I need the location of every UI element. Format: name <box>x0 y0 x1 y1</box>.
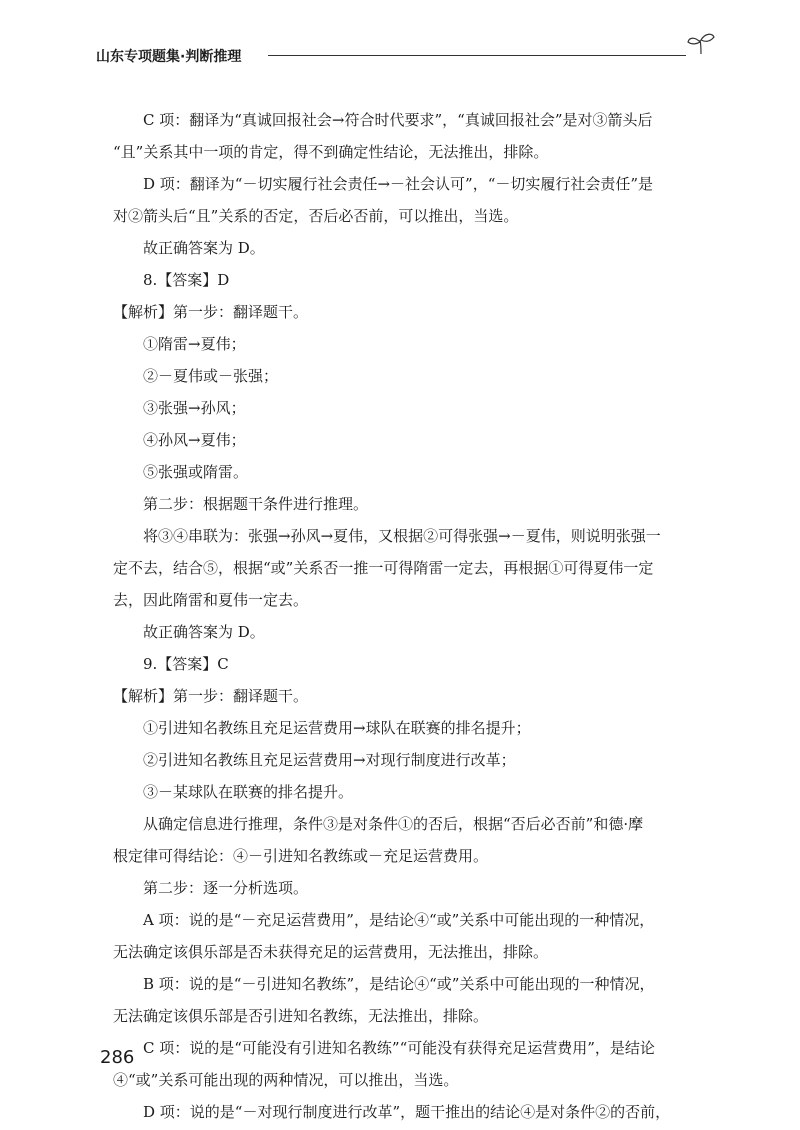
text-line: ①引进知名教练且充足运营费用→球队在联赛的排名提升； <box>143 719 531 737</box>
text-line: B 项：说的是“－引进知名教练”，是结论④“或”关系中可能出现的一种情况， <box>143 975 655 993</box>
text-line: 从确定信息进行推理，条件③是对条件①的否后，根据“否后必否前”和德·摩 <box>143 815 644 833</box>
text-line: ③张强→孙风； <box>143 399 246 417</box>
analysis-heading: 【解析】第一步：翻译题干。 <box>113 687 309 705</box>
running-header <box>96 40 726 80</box>
text-line: 第二步：根据题干条件进行推理。 <box>143 495 369 513</box>
question-answer: 9.【答案】C <box>143 655 229 673</box>
text-line: 故正确答案为 D。 <box>143 239 265 257</box>
text-line: 无法确定该俱乐部是否未获得充足的运营费用，无法推出，排除。 <box>113 943 549 961</box>
text-line: 根定律可得结论：④－引进知名教练或－充足运营费用。 <box>113 847 489 865</box>
text-line: 对②箭头后“且”关系的否定，否后必否前，可以推出，当选。 <box>113 207 519 225</box>
analysis-heading: 【解析】第一步：翻译题干。 <box>113 303 309 321</box>
body-text <box>113 104 707 1128</box>
sprout-icon <box>686 32 716 56</box>
text-line: ④孙风→夏伟； <box>143 431 246 449</box>
text-line: ②引进知名教练且充足运营费用→对现行制度进行改革； <box>143 751 516 769</box>
text-line: ③－某球队在联赛的排名提升。 <box>143 783 354 801</box>
question-answer: 8.【答案】D <box>143 271 230 289</box>
book-title: 山东专项题集·判断推理 <box>96 49 242 65</box>
text-line: 第二步：逐一分析选项。 <box>143 879 309 897</box>
page-number: 286 <box>100 1047 135 1068</box>
text-line: A 项：说的是“－充足运营费用”，是结论④“或”关系中可能出现的一种情况， <box>143 911 655 929</box>
text-line: C 项：说的是“可能没有引进知名教练”“可能没有获得充足运营费用”，是结论 <box>143 1039 655 1057</box>
text-line: ④“或”关系可能出现的两种情况，可以推出，当选。 <box>113 1071 459 1089</box>
text-line: D 项：翻译为“－切实履行社会责任→－社会认可”，“－切实履行社会责任”是 <box>143 175 654 193</box>
text-line: 将③④串联为：张强→孙风→夏伟，又根据②可得张强→－夏伟，则说明张强一 <box>143 527 661 545</box>
text-line: ②－夏伟或－张强； <box>143 367 279 385</box>
text-line: ⑤张强或隋雷。 <box>143 463 249 481</box>
text-line: 定不去，结合⑤，根据“或”关系否一推一可得隋雷一定去，再根据①可得夏伟一定 <box>113 559 654 577</box>
text-line: 无法确定该俱乐部是否引进知名教练，无法推出，排除。 <box>113 1007 489 1025</box>
text-line: ①隋雷→夏伟； <box>143 335 246 353</box>
text-line: 故正确答案为 D。 <box>143 623 265 641</box>
text-line: C 项：翻译为“真诚回报社会→符合时代要求”，“真诚回报社会”是对③箭头后 <box>143 111 653 129</box>
text-line: D 项：说的是“－对现行制度进行改革”，题干推出的结论④是对条件②的否前， <box>143 1103 671 1121</box>
text-line: “且”关系其中一项的肯定，得不到确定性结论，无法推出，排除。 <box>113 143 549 161</box>
header-rule <box>268 55 686 56</box>
text-line: 去，因此隋雷和夏伟一定去。 <box>113 591 309 609</box>
